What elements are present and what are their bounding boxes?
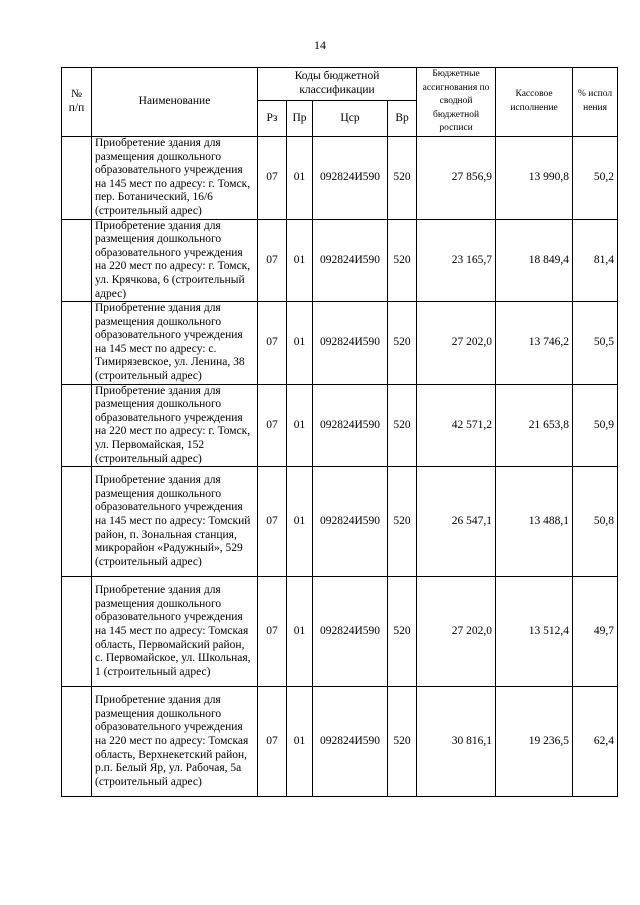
row-allocation: 27 202,0 [417,302,496,385]
row-allocation: 27 202,0 [417,577,496,687]
row-pr: 01 [287,384,313,467]
row-allocation: 23 165,7 [417,219,496,302]
header-num: № п/п [62,68,92,137]
row-pr: 01 [287,302,313,385]
row-name: Приобретение здания для размещения дошкольного образовательного учреждения на 145 мест по адресу: с. Тимирязевское, ул. Ленина, 38 (строительный адрес) [92,302,258,385]
row-num [62,577,92,687]
row-name: Приобретение здания для размещения дошкольного образовательного учреждения на 145 мест по адресу: Томская область, Первомайский район, с. Первомайское, ул. Школьная, 1 (строительный адрес) [92,577,258,687]
row-name: Приобретение здания для размещения дошкольного образовательного учреждения на 220 мест по адресу: г. Томск, ул. Крячкова, 6 (строительный адрес) [92,219,258,302]
table-row [62,136,618,219]
row-name: Приобретение здания для размещения дошкольного образовательного учреждения на 145 мест по адресу: г. Томск, пер. Ботанический, 16/6 (строительный адрес) [92,136,258,219]
row-pr: 01 [287,687,313,797]
row-execution: 21 653,8 [496,384,573,467]
row-pr: 01 [287,577,313,687]
row-vr: 520 [388,384,417,467]
header-name: Наименование [92,68,258,137]
table-row [62,467,618,577]
header-codes-group: Коды бюджетной классификации [258,68,417,101]
row-percent: 49,7 [573,577,618,687]
row-vr: 520 [388,467,417,577]
row-csr: 092824И590 [313,136,388,219]
row-num [62,467,92,577]
table-row [62,577,618,687]
header-execution: Кассовое исполнение [496,68,573,137]
row-percent: 50,2 [573,136,618,219]
table-row [62,384,618,467]
header-percent: % испол нения [573,68,618,137]
page-number: 14 [314,38,326,52]
row-percent: 62,4 [573,687,618,797]
row-rz: 07 [258,577,287,687]
row-vr: 520 [388,219,417,302]
row-pr: 01 [287,219,313,302]
row-rz: 07 [258,136,287,219]
row-vr: 520 [388,136,417,219]
row-allocation: 27 856,9 [417,136,496,219]
row-csr: 092824И590 [313,302,388,385]
row-pr: 01 [287,467,313,577]
row-csr: 092824И590 [313,384,388,467]
row-name: Приобретение здания для размещения дошкольного образовательного учреждения на 220 мест по адресу: Томская область, Верхнекетский район, р.п. Белый Яр, ул. Рабочая, 5а (строительный адрес) [92,687,258,797]
row-name: Приобретение здания для размещения дошкольного образовательного учреждения на 220 мест по адресу: г. Томск, ул. Первомайская, 152 (строительный адрес) [92,384,258,467]
header-pr: Пр [287,100,313,136]
row-num [62,302,92,385]
row-vr: 520 [388,687,417,797]
header-vr: Вр [388,100,417,136]
row-execution: 13 990,8 [496,136,573,219]
row-num [62,687,92,797]
row-execution: 13 746,2 [496,302,573,385]
row-execution: 19 236,5 [496,687,573,797]
row-csr: 092824И590 [313,467,388,577]
row-percent: 50,9 [573,384,618,467]
row-rz: 07 [258,687,287,797]
row-execution: 18 849,4 [496,219,573,302]
row-vr: 520 [388,577,417,687]
row-csr: 092824И590 [313,577,388,687]
table-row [62,302,618,385]
row-num [62,219,92,302]
table-row [62,219,618,302]
row-execution: 13 488,1 [496,467,573,577]
row-rz: 07 [258,467,287,577]
row-percent: 50,5 [573,302,618,385]
table-row [62,687,618,797]
row-rz: 07 [258,384,287,467]
row-vr: 520 [388,302,417,385]
row-csr: 092824И590 [313,687,388,797]
budget-table [61,67,618,797]
header-rz: Рз [258,100,287,136]
row-percent: 81,4 [573,219,618,302]
row-allocation: 30 816,1 [417,687,496,797]
row-allocation: 26 547,1 [417,467,496,577]
row-allocation: 42 571,2 [417,384,496,467]
row-rz: 07 [258,219,287,302]
row-execution: 13 512,4 [496,577,573,687]
row-csr: 092824И590 [313,219,388,302]
header-csr: Цср [313,100,388,136]
row-name: Приобретение здания для размещения дошкольного образовательного учреждения на 145 мест по адресу: Томский район, п. Зональная станция, микрорайон «Радужный», 529 (строительный адрес) [92,467,258,577]
row-pr: 01 [287,136,313,219]
row-rz: 07 [258,302,287,385]
row-percent: 50,8 [573,467,618,577]
row-num [62,384,92,467]
header-allocations: Бюджетные ассигнования по сводной бюджетной росписи [417,68,496,137]
row-num [62,136,92,219]
